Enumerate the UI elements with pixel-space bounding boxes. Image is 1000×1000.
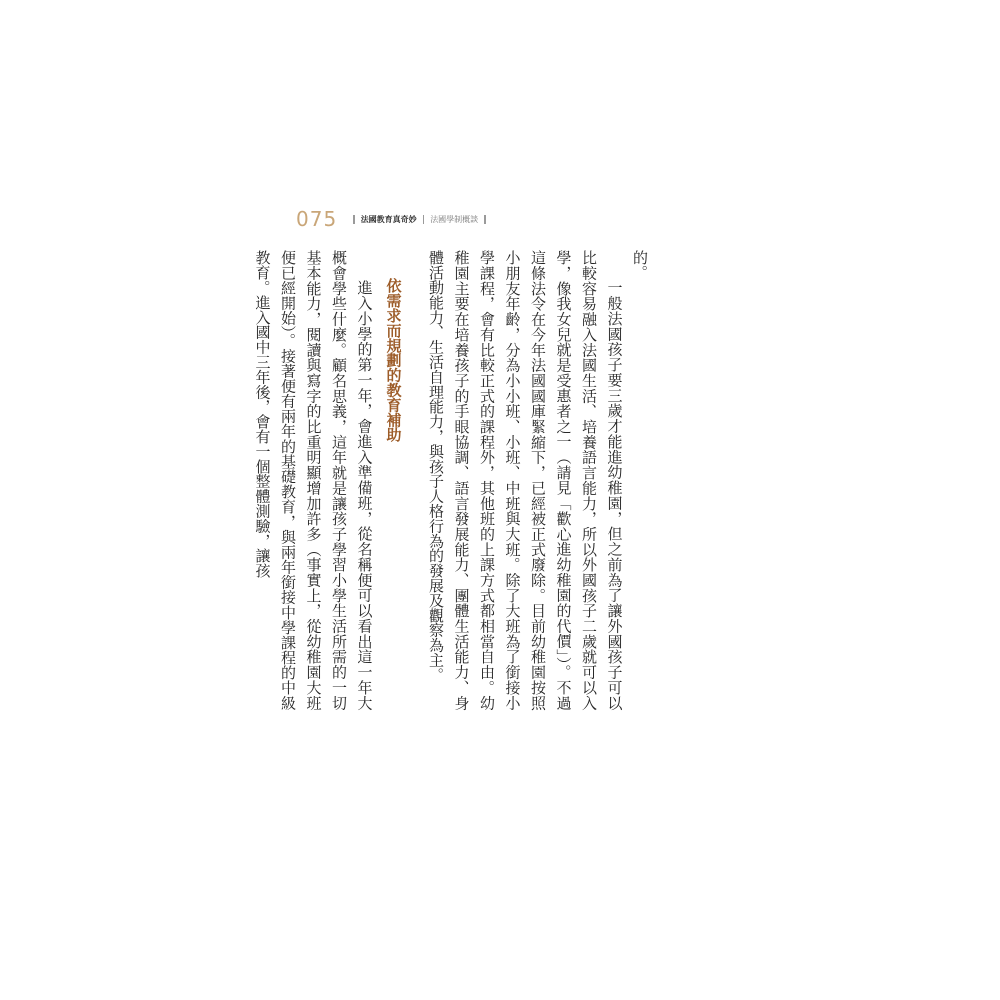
paragraph: 一般法國孩子要三歲才能進幼稚園，但之前為了讓外國孩子可以比較容易融入法國生活、培養語言能力，所以外國孩子二歲就可以入學，像我女兒就是受惠者之一（請見「歡心進幼稚園的代價」）。不過這條法令在今年法國國庫緊縮下，已經被正式廢除。目前幼稚園按照小朋友年齡，分為小小班、小班、中班與大班。除了大班為了銜接小學課程，會有比較正式的課程外，其他班的上課方式都相當自由。幼稚園主要在培養孩子的手眼協調、語言發展能力、團體生活能力、身體活動能力、生活自理能力，與孩子人格行為的發展及觀察為主。 xyxy=(427,250,624,710)
chapter-title: 法國學制概談 xyxy=(430,214,479,224)
book-title: 法國教育真奇妙 xyxy=(360,214,417,224)
header-separator xyxy=(353,215,355,224)
header-separator xyxy=(423,215,425,224)
header-separator xyxy=(484,215,486,224)
running-header xyxy=(296,206,492,232)
page-number: 075 xyxy=(296,207,338,231)
paragraph-continuation: 的。 xyxy=(631,250,649,280)
body-text xyxy=(249,250,652,710)
section-heading: 依需求而規劃的教育補助 xyxy=(384,278,403,442)
paragraph: 進入小學的第一年，會進入準備班，從名稱便可以看出這一年大概會學些什麼。顧名思義，這年就是讓孩子學習小學生活所需的一切基本能力，閱讀與寫字的比重明顯增加許多（事實上，從幼稚園大班便已經開始）。接著便有兩年的基礎教育，與兩年銜接中學課程的中級教育。進入國中三年後，會有一個整體測驗，讓孩 xyxy=(253,250,374,710)
